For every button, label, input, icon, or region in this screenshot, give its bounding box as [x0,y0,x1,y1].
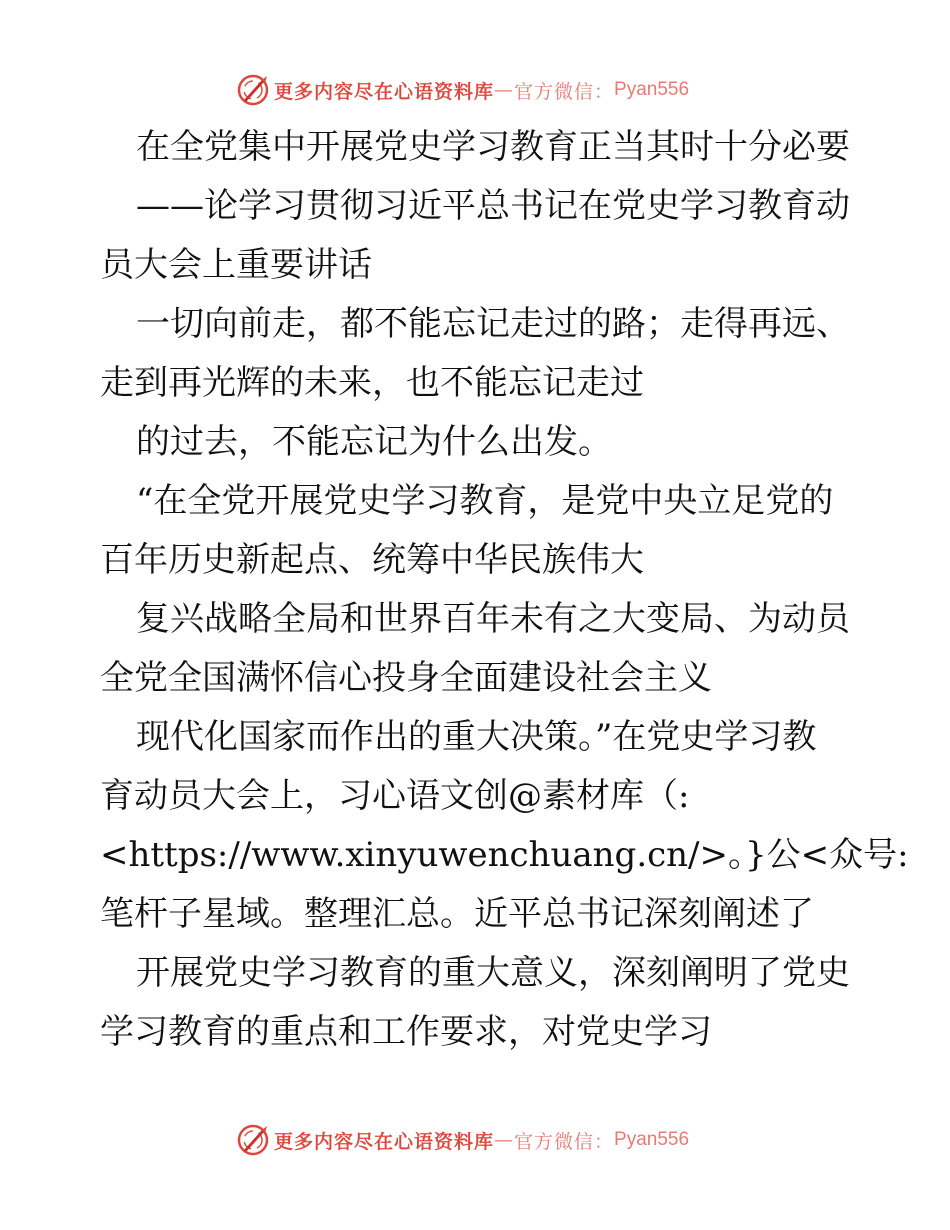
paragraph-line: 学习教育的重点和工作要求，对党史学习 [100,1012,712,1052]
header-separator: — [494,79,515,101]
footer-official-label: 官方微信： [514,1130,615,1153]
header-brand-text: 更多内容尽在心语资料库 [274,80,495,103]
title-line-1: 在全党集中开展党史学习教育正当其时十分必要 [136,127,850,167]
footer-separator: — [494,1129,515,1151]
header-official-label: 官方微信： [514,80,615,103]
header-wechat-id: Pyan556 [614,79,690,100]
paragraph-line: 开展党史学习教育的重大意义，深刻阐明了党史 [136,953,850,993]
quill-pen-logo-icon [236,1123,270,1157]
header-banner [236,72,689,108]
paragraph-line: 百年历史新起点、统筹中华民族伟大 [100,540,644,580]
quill-pen-logo-icon [236,73,270,107]
paragraph-line: 现代化国家而作出的重大决策。”在党史学习教 [136,717,817,757]
paragraph-line: 一切向前走，都不能忘记走过的路；走得再远、 [136,304,850,344]
footer-wechat-id: Pyan556 [614,1129,690,1150]
paragraph-line: 走到再光辉的未来，也不能忘记走过 [100,363,644,403]
paragraph-line: 笔杆子星域。整理汇总。近平总书记深刻阐述了 [100,894,814,934]
paragraph-line: “在全党开展党史学习教育，是党中央立足党的 [136,481,834,521]
paragraph-line: 全党全国满怀信心投身全面建设社会主义 [100,658,712,698]
paragraph-line-url: <https://www.xinyuwenchuang.cn/>。}公<众号: [100,835,909,875]
subtitle-line-2: 员大会上重要讲话 [100,245,372,285]
document-body [100,118,909,1062]
footer-banner [236,1122,689,1158]
paragraph-line: 育动员大会上，习心语文创@素材库（: [100,776,690,816]
subtitle-line-1: ——论学习贯彻习近平总书记在党史学习教育动 [136,186,850,226]
footer-brand-text: 更多内容尽在心语资料库 [274,1130,495,1153]
paragraph-line: 复兴战略全局和世界百年未有之大变局、为动员 [136,599,850,639]
paragraph-line: 的过去，不能忘记为什么出发。 [136,422,612,462]
